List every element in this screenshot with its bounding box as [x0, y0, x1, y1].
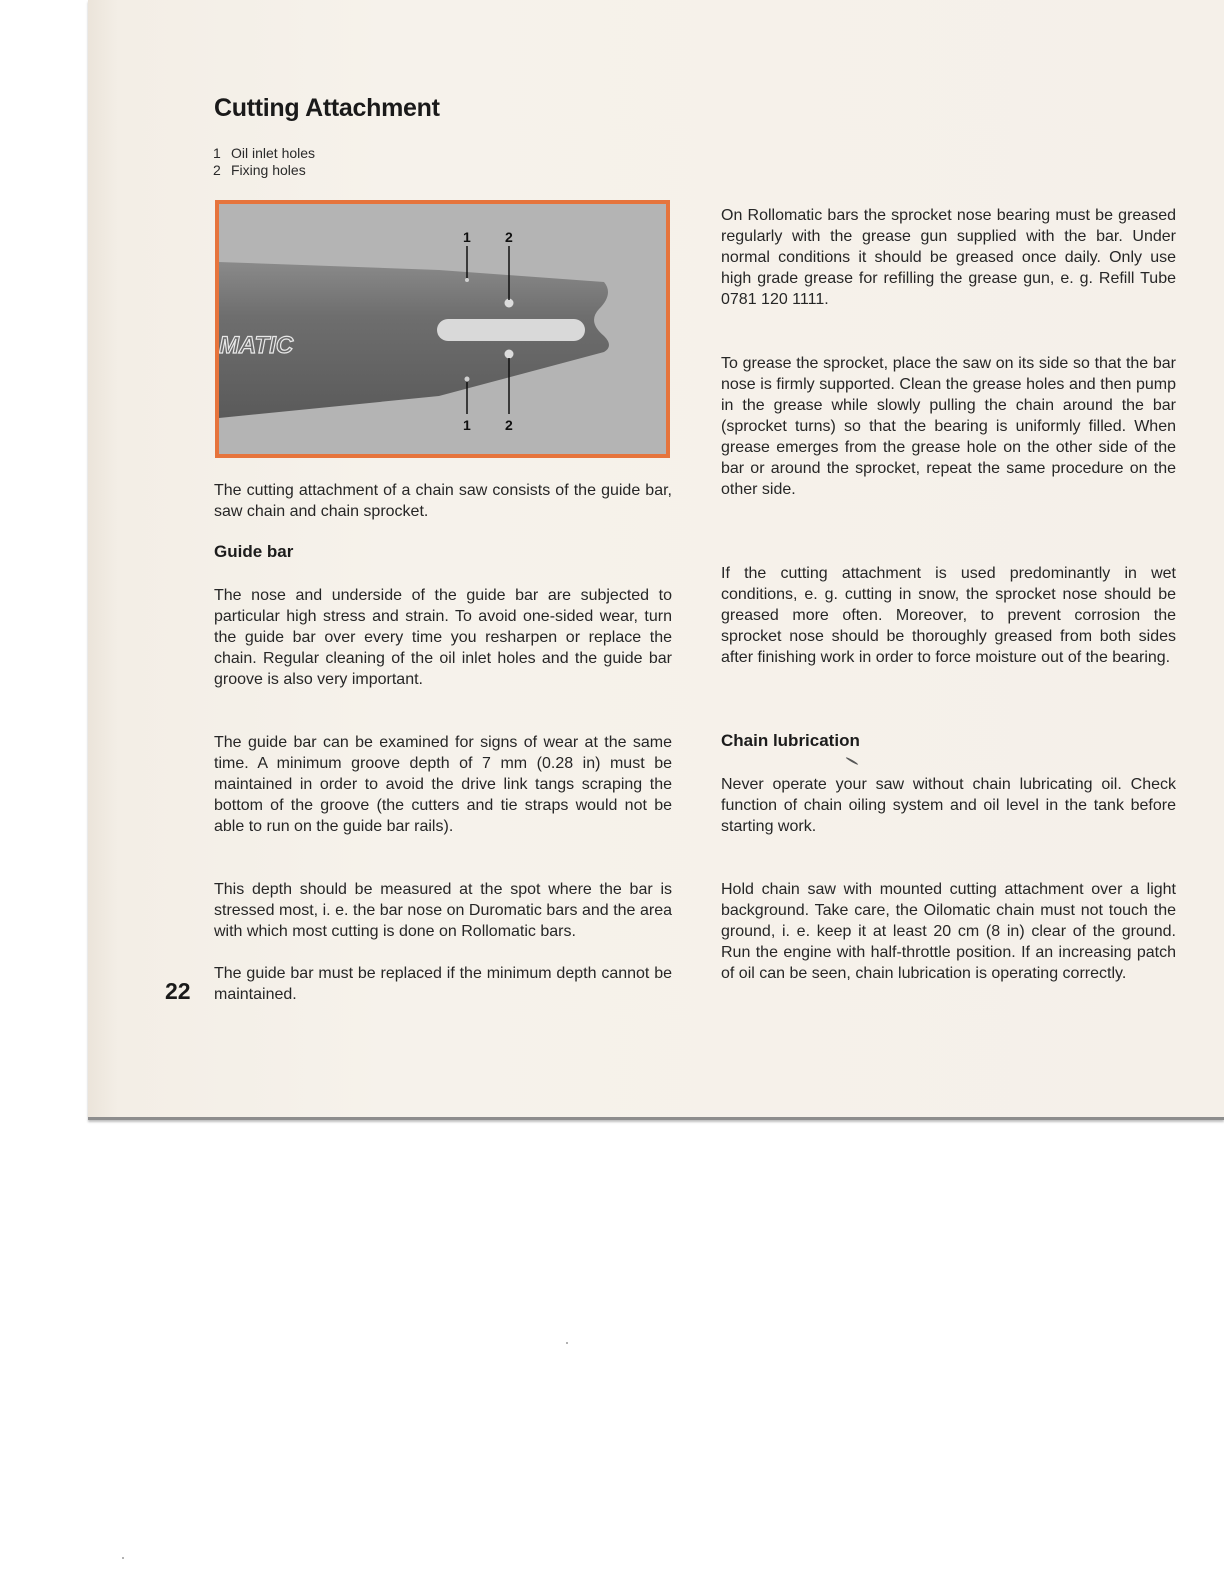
bar-logo: MATIC — [219, 332, 294, 359]
chain-lubrication-paragraph-2: Hold chain saw with mounted cutting attachment over a light background. Take care, the Oilomatic chain must not touch the ground, i. e. keep it at least 20 cm (8 in) clear of the ground. Run the engine with half-throttle position. If an increasing patch of oil can be seen, chain lubrication is operating correctly. — [721, 881, 1176, 982]
legend-item — [213, 162, 315, 179]
figure-legend — [213, 145, 315, 179]
guide-bar-illustration — [219, 204, 666, 454]
callout-label: 1 — [463, 229, 471, 245]
page-title: Cutting Attachment — [214, 94, 440, 122]
oil-inlet-hole-top — [465, 278, 469, 282]
sprocket-procedure-paragraph: To grease the sprocket, place the saw on its side so that the bar nose is firmly supported. Clean the grease holes and then pump in the grease while slowly pulling the chain around the bar (sprocket turns) so that the bearing is uniformly filled. When grease emerges from the grease hole on the other side of the bar or around the sprocket, repeat the same procedure on the other side. — [721, 355, 1176, 498]
scan-speck — [566, 1342, 568, 1344]
page-number: 22 — [165, 978, 191, 1004]
guide-bar-paragraph-1: The nose and underside of the guide bar are subjected to particular high stress and strain. To avoid one-sided wear, turn the guide bar over every time you resharpen or replace the chain. Regular cleaning of the oil inlet holes and the guide bar groove is also very important. — [214, 587, 672, 688]
legend-item — [213, 145, 315, 162]
guide-bar-paragraph-2: The guide bar can be examined for signs of wear at the same time. A minimum groove depth of 7 mm (0.28 in) must be maintained in order to avoid the drive link tangs scraping the bottom of the groove (the cutters and tie straps would not be able to run on the guide bar rails). — [214, 734, 672, 835]
callout-label: 2 — [505, 417, 513, 433]
guide-bar-paragraph-4: The guide bar must be replaced if the minimum depth cannot be maintained. — [214, 965, 672, 1003]
callout-label: 1 — [463, 417, 471, 433]
wet-conditions-paragraph: If the cutting attachment is used predominantly in wet conditions, e. g. cutting in snow, the sprocket nose should be greased more often. Moreover, to prevent corrosion the sprocket nose should be thoroughly greased from both sides after finishing work in order to force moisture out of the bearing. — [721, 565, 1176, 666]
intro-paragraph: The cutting attachment of a chain saw consists of the guide bar, saw chain and chain sprocket. — [214, 482, 672, 520]
legend-number: 2 — [213, 162, 221, 178]
callout-label: 2 — [505, 229, 513, 245]
guide-bar-paragraph-3: This depth should be measured at the spot where the bar is stressed most, i. e. the bar nose on Duromatic bars and the area with which most cutting is done on Rollomatic bars. — [214, 881, 672, 940]
legend-number: 1 — [213, 145, 221, 161]
legend-label: Oil inlet holes — [231, 145, 316, 161]
guide-bar-figure — [215, 200, 670, 458]
bar-slot — [437, 319, 585, 341]
scan-speck — [122, 1557, 124, 1559]
oil-inlet-hole-bottom — [465, 377, 470, 382]
guide-bar-heading: Guide bar — [214, 542, 294, 561]
fixing-hole-bottom — [505, 350, 514, 359]
sprocket-greasing-paragraph: On Rollomatic bars the sprocket nose bearing must be greased regularly with the grease gun supplied with the bar. Under normal conditions it should be greased once daily. Only use high grade grease for refilling the grease gun, e. g. Refill Tube 0781 120 1111. — [721, 207, 1176, 308]
chain-lubrication-paragraph-1: Never operate your saw without chain lubricating oil. Check function of chain oiling system and oil level in the tank before starting work. — [721, 776, 1176, 835]
chain-lubrication-heading: Chain lubrication — [721, 731, 860, 750]
legend-label: Fixing holes — [231, 162, 306, 178]
